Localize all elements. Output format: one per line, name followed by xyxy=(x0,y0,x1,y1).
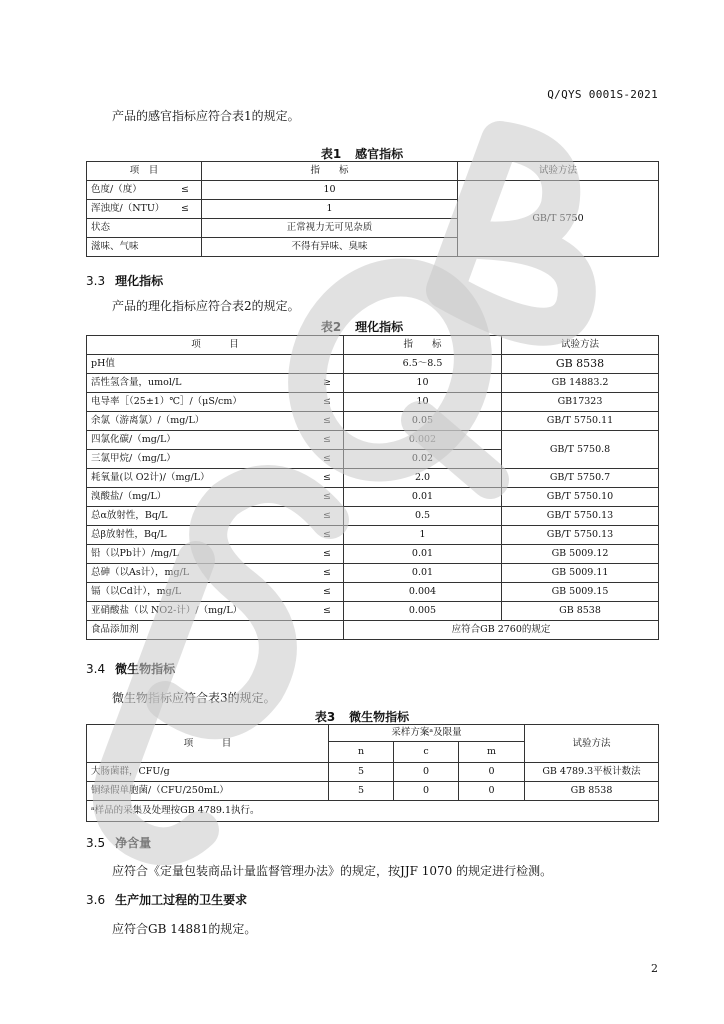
table3-row-n: 5 xyxy=(329,782,394,801)
row-item-label: 镉（以Cd计），mg/L xyxy=(91,586,182,597)
table2-caption xyxy=(0,318,724,335)
table2-row-method: GB17323 xyxy=(502,393,659,412)
table1-caption-no: 表1 xyxy=(320,147,342,161)
table2-row-item xyxy=(87,583,344,602)
section-number: 3.3 xyxy=(86,274,106,288)
table2-row-method: GB/T 5750.11 xyxy=(502,412,659,431)
table2-row-item xyxy=(87,602,344,621)
table2-row-item xyxy=(87,507,344,526)
table2-row-item xyxy=(87,488,344,507)
table3-caption xyxy=(0,708,724,725)
table3-caption-title: 微生物指标 xyxy=(349,710,410,724)
row-item-label: 状态 xyxy=(91,222,111,233)
row-sym: ≤ xyxy=(323,586,331,597)
row-item-label: 四氯化碳/（mg/L） xyxy=(91,434,176,445)
table1-method: GB/T 5750 xyxy=(458,181,659,257)
table2-row-method: GB/T 5750.8 xyxy=(502,431,659,469)
row-item-label: pH值 xyxy=(91,358,115,369)
table2-row-value: 10 xyxy=(344,393,502,412)
row-item-label: 浑浊度/（NTU） xyxy=(91,203,165,214)
row-sym: ≤ xyxy=(181,203,189,214)
table2-header-index: 指 标 xyxy=(344,336,502,355)
intro-table3: 微生物指标应符合表3的规定。 xyxy=(112,691,276,705)
row-item-label: 电导率［（25±1）℃］/（μS/cm） xyxy=(91,396,242,407)
row-item-label: 总α放射性，Bq/L xyxy=(91,510,168,521)
table2-row-item xyxy=(87,374,344,393)
table2-row-method: GB 5009.15 xyxy=(502,583,659,602)
section-title: 生产加工过程的卫生要求 xyxy=(115,893,248,907)
table1-row-value: 10 xyxy=(202,181,458,200)
table2-row-value: 10 xyxy=(344,374,502,393)
table3-row-n: 5 xyxy=(329,763,394,782)
table1-row-value: 1 xyxy=(202,200,458,219)
row-sym: ≤ xyxy=(323,415,331,426)
section-3-5-heading xyxy=(86,834,151,851)
table1-header-item: 项 目 xyxy=(87,162,202,181)
table2-row-value: 0.01 xyxy=(344,564,502,583)
row-sym: ≤ xyxy=(323,453,331,464)
table1-caption xyxy=(0,145,724,162)
row-item-label: 滋味、气味 xyxy=(91,241,139,252)
table2-header-method: 试验方法 xyxy=(502,336,659,355)
row-item-label: 色度/（度） xyxy=(91,184,142,195)
table1-row-item xyxy=(87,181,202,200)
table1-row-item xyxy=(87,219,202,238)
section-title: 净含量 xyxy=(115,836,152,850)
row-item-label: 溴酸盐/（mg/L） xyxy=(91,491,167,502)
table2-row-method: GB/T 5750.13 xyxy=(502,507,659,526)
table2-row-value: 0.005 xyxy=(344,602,502,621)
section-title: 微生物指标 xyxy=(115,662,176,676)
table2-row-method: GB/T 5750.13 xyxy=(502,526,659,545)
table3 xyxy=(86,724,659,822)
table3-subheader-c: c xyxy=(394,742,459,763)
table2-caption-no: 表2 xyxy=(320,320,342,334)
table2-row-method: GB 5009.11 xyxy=(502,564,659,583)
intro-table1: 产品的感官指标应符合表1的规定。 xyxy=(112,109,300,123)
table3-row-m: 0 xyxy=(459,782,525,801)
table2-header-item: 项 目 xyxy=(87,336,344,355)
table3-subheader-n: n xyxy=(329,742,394,763)
table2-row-method: GB 8538 xyxy=(502,355,659,374)
section-number: 3.6 xyxy=(86,893,106,907)
table2-row-value: 0.5 xyxy=(344,507,502,526)
intro-table2: 产品的理化指标应符合表2的规定。 xyxy=(112,299,300,313)
row-sym: ≤ xyxy=(323,434,331,445)
table1-caption-title: 感官指标 xyxy=(355,147,404,161)
table2-row-method: GB 5009.12 xyxy=(502,545,659,564)
section-number: 3.5 xyxy=(86,836,106,850)
section-number: 3.4 xyxy=(86,662,106,676)
table1-row-item xyxy=(87,200,202,219)
table3-subheader-m: m xyxy=(459,742,525,763)
table3-header-plan: 采样方案ᵃ及限量 xyxy=(329,725,525,742)
row-sym: ≤ xyxy=(323,605,331,616)
text-3-6: 应符合GB 14881的规定。 xyxy=(112,922,257,936)
section-title: 理化指标 xyxy=(115,274,164,288)
table2-caption-title: 理化指标 xyxy=(355,320,404,334)
section-3-3-heading xyxy=(86,272,163,289)
table2 xyxy=(86,335,659,640)
table2-row-value: 0.002 xyxy=(344,431,502,450)
table1-header-method: 试验方法 xyxy=(458,162,659,181)
section-3-4-heading xyxy=(86,660,175,677)
row-item-label: 余氯（游离氯）/（mg/L） xyxy=(91,415,205,426)
table3-row-c: 0 xyxy=(394,782,459,801)
row-item-label: 总β放射性，Bq/L xyxy=(91,529,167,540)
table2-row-method: GB 14883.2 xyxy=(502,374,659,393)
row-item-label: 总砷（以As计），mg/L xyxy=(91,567,190,578)
table2-row-method: GB 8538 xyxy=(502,602,659,621)
table2-row-item xyxy=(87,393,344,412)
table2-row-item xyxy=(87,450,344,469)
table2-row-item xyxy=(87,431,344,450)
table3-header-item: 项 目 xyxy=(87,725,329,763)
table3-row-item: 大肠菌群，CFU/g xyxy=(87,763,329,782)
table2-row-item xyxy=(87,469,344,488)
table2-row-item xyxy=(87,355,344,374)
row-sym: ≤ xyxy=(323,548,331,559)
row-item-label: 活性氢含量，umol/L xyxy=(91,377,182,388)
table3-row-method: GB 8538 xyxy=(525,782,659,801)
table2-row-value: 1 xyxy=(344,526,502,545)
row-item-label: 耗氧量(以 O2计)/（mg/L） xyxy=(91,472,210,483)
row-sym: ≤ xyxy=(323,529,331,540)
row-sym: ≥ xyxy=(323,377,331,388)
table2-row-item xyxy=(87,564,344,583)
table2-row-item xyxy=(87,412,344,431)
page-number: 2 xyxy=(651,962,658,975)
table2-row-item xyxy=(87,545,344,564)
table3-footnote: ᵃ样品的采集及处理按GB 4789.1执行。 xyxy=(87,801,659,822)
text-3-5: 应符合《定量包装商品计量监督管理办法》的规定，按JJF 1070 的规定进行检测。 xyxy=(112,864,553,878)
table2-food-additive-item: 食品添加剂 xyxy=(87,621,344,640)
table2-row-value: 0.01 xyxy=(344,545,502,564)
table1-row-value: 不得有异味、臭味 xyxy=(202,238,458,257)
table3-header-method: 试验方法 xyxy=(525,725,659,763)
row-item-label: 铅（以Pb计）/mg/L xyxy=(91,548,179,559)
table2-row-value: 0.02 xyxy=(344,450,502,469)
table2-row-item xyxy=(87,526,344,545)
row-sym: ≤ xyxy=(323,567,331,578)
row-item-label: 亚硝酸盐（以 NO2-计）/（mg/L） xyxy=(91,605,243,616)
table2-row-value: 2.0 xyxy=(344,469,502,488)
standard-code: Q/QYS 0001S-2021 xyxy=(547,88,658,101)
table3-row-c: 0 xyxy=(394,763,459,782)
row-sym: ≤ xyxy=(323,491,331,502)
table3-row-method: GB 4789.3平板计数法 xyxy=(525,763,659,782)
table2-row-method: GB/T 5750.7 xyxy=(502,469,659,488)
table1 xyxy=(86,161,659,257)
row-sym: ≤ xyxy=(323,510,331,521)
table2-row-value: 0.004 xyxy=(344,583,502,602)
table1-row-value: 正常视力无可见杂质 xyxy=(202,219,458,238)
row-sym: ≤ xyxy=(181,184,189,195)
row-item-label: 三氯甲烷/（mg/L） xyxy=(91,453,176,464)
section-3-6-heading xyxy=(86,891,247,908)
table1-header-index: 指 标 xyxy=(202,162,458,181)
table2-row-value: 6.5～8.5 xyxy=(344,355,502,374)
table1-row-item xyxy=(87,238,202,257)
row-sym: ≤ xyxy=(323,396,331,407)
row-sym: ≤ xyxy=(323,472,331,483)
table3-row-m: 0 xyxy=(459,763,525,782)
table3-caption-no: 表3 xyxy=(314,710,336,724)
table3-row-item: 铜绿假单胞菌/（CFU/250mL） xyxy=(87,782,329,801)
table2-row-value: 0.01 xyxy=(344,488,502,507)
table2-food-additive-req: 应符合GB 2760的规定 xyxy=(344,621,659,640)
table2-row-value: 0.05 xyxy=(344,412,502,431)
table2-row-method: GB/T 5750.10 xyxy=(502,488,659,507)
